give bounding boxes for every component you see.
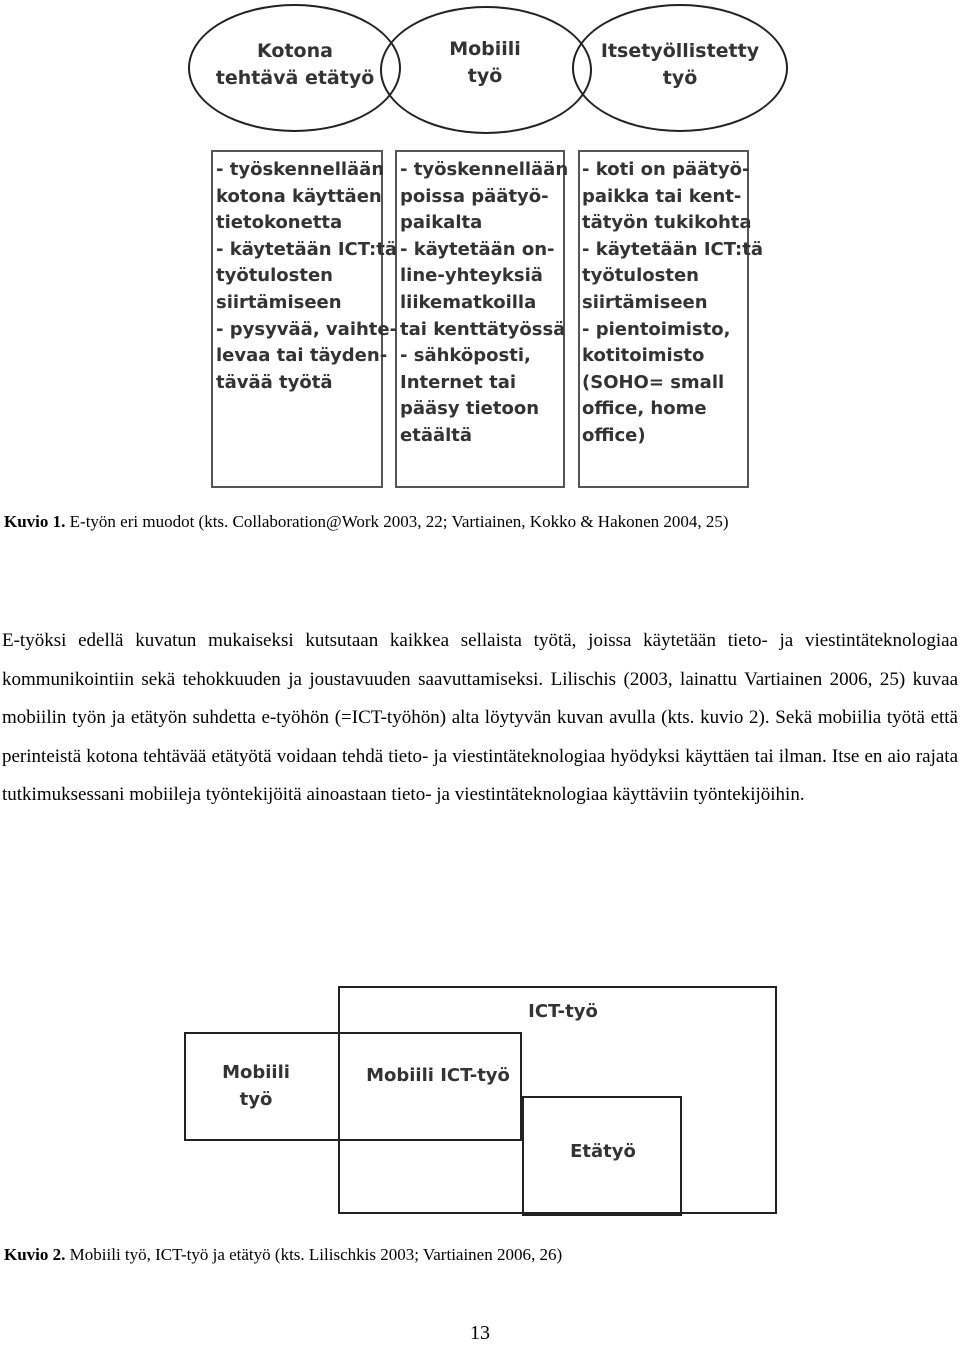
label-ict-tyo: ICT-työ <box>528 1001 598 1022</box>
figure-1-caption <box>4 512 729 532</box>
oval-label-itsetyollistetty: Itsetyöllistetty työ <box>600 40 760 89</box>
figure-2-caption-text: Mobiili työ, ICT-työ ja etätyö (kts. Lilischkis 2003; Vartiainen 2006, 26) <box>65 1245 563 1264</box>
oval-label-kotona: Kotona tehtävä etätyö <box>215 40 375 89</box>
figure-1-caption-label: Kuvio 1. <box>4 512 66 531</box>
column-text-kotona: - työskennellään kotona käyttäen tietokonetta - käytetään ICT:tä työtulosten siirtämiseen - pysyvää, vaihte- levaa tai täyden- tävää työtä <box>216 159 398 393</box>
column-text-itsetyollistetty: - koti on päätyö- paikka tai kent- tätyön tukikohta - käytetään ICT:tä työtulosten siirtämiseen - pientoimisto, kotitoimisto (SOHO= small office, home office) <box>582 159 763 446</box>
figure-1-caption-text: E-työn eri muodot (kts. Collaboration@Work 2003, 22; Vartiainen, Kokko & Hakonen 2004, 25) <box>65 512 729 531</box>
figure-2-caption <box>4 1245 562 1265</box>
label-etatyo: Etätyö <box>570 1141 636 1162</box>
figure-2-caption-label: Kuvio 2. <box>4 1245 66 1264</box>
label-mobiili-tyo: Mobiili työ <box>222 1062 290 1110</box>
body-paragraph: E-työksi edellä kuvatun mukaiseksi kutsutaan kaikkea sellaista työtä, joissa käytetään tieto- ja viestintäteknologiaa kommunikointiin sekä tehokkuuden ja joustavuuden saavuttamiseksi. Lilischis (2003, lainattu Vartiainen 2006, 25) kuvaa mobiilin työn ja etätyön suhdetta e-työhön (=ICT-työhön) alta löytyvän kuvan avulla (kts. kuvio 2). Sekä mobiilia työtä että perinteistä kotona tehtävää etätyötä voidaan tehdä tieto- ja viestintäteknologiaa hyödyksi käyttäen tai ilman. Itse en aio rajata tutkimuksessani mobiileja työntekijöitä ainoastaan tieto- ja viestintäteknologiaa käyttäviin työntekijöihin. <box>2 630 958 805</box>
label-mobiili-ict-tyo: Mobiili ICT-työ <box>366 1065 510 1086</box>
page-number: 13 <box>470 1322 490 1344</box>
oval-label-mobiili: Mobiili työ <box>449 38 521 87</box>
column-text-mobiili: - työskennellään poissa päätyö- paikalta - käytetään on- line-yhteyksiä liikematkoilla tai kenttätyössä - sähköposti, Internet tai pääsy tietoon etäältä <box>400 159 569 446</box>
